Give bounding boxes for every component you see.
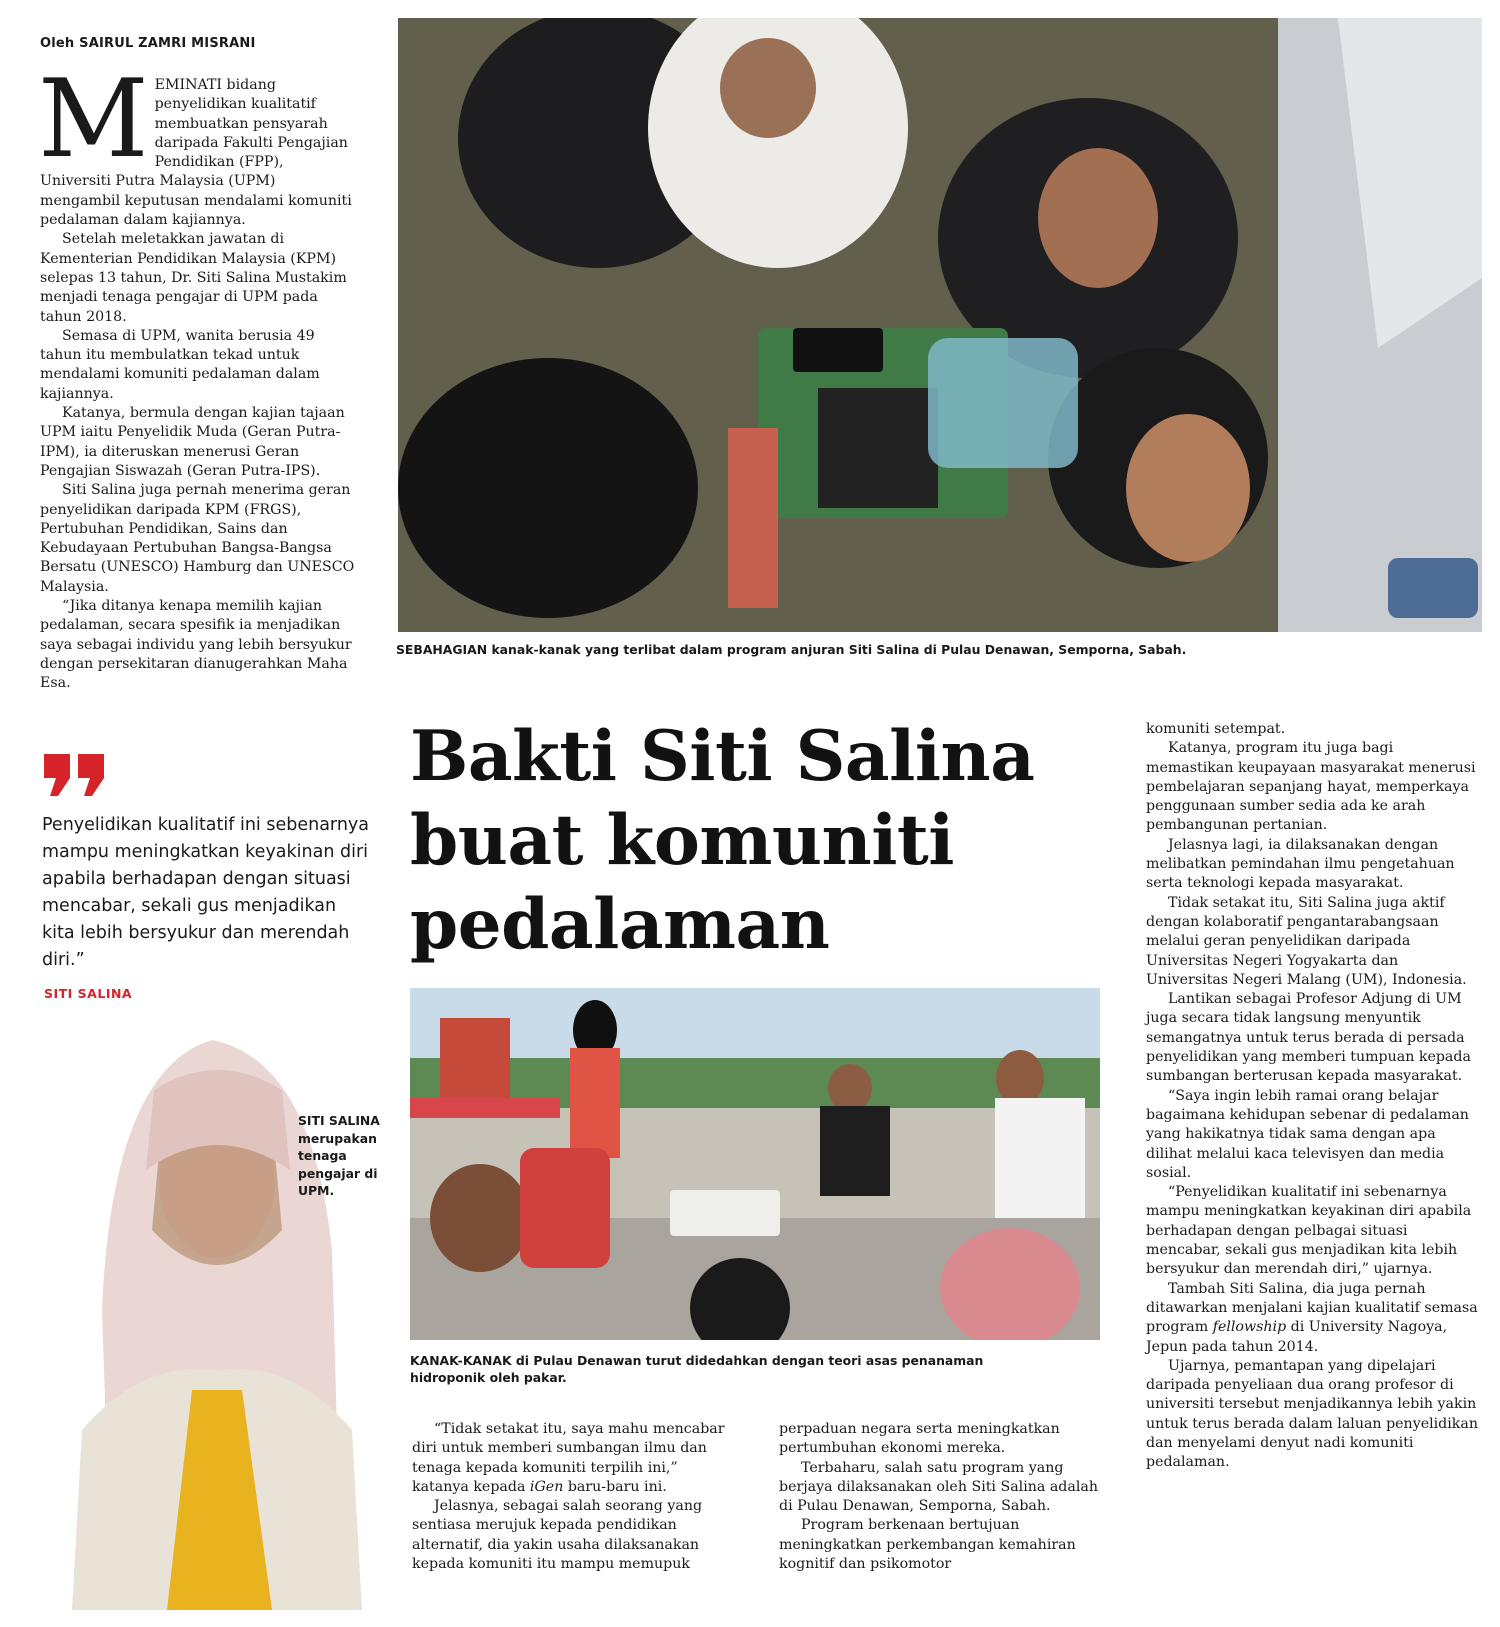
headline-line-3: pedalaman <box>410 884 830 965</box>
article-column-4 <box>779 1420 1107 1574</box>
portrait-caption-text: merupakan tenaga pengajar di UPM. <box>298 1130 378 1198</box>
paragraph: Siti Salina juga pernah menerima geran penyelidikan daripada KPM (FRGS), Pertubuhan Pendidikan, Sains dan Kebudayaan Pertubuhan Bangsa-Bangsa Bersatu (UNESCO) Hamburg dan UNESCO Malaysia. <box>40 482 355 595</box>
photo2-caption-lead: KANAK-KANAK <box>410 1353 512 1368</box>
photo2-caption-text: di Pulau Denawan turut didedahkan dengan teori asas penanaman hidroponik oleh pakar. <box>410 1353 984 1385</box>
portrait-siti-salina <box>42 1010 388 1610</box>
lead-paragraph <box>38 57 358 230</box>
paragraph: Program berkenaan bertujuan meningkatkan perkembangan kemahiran kognitif dan psikomotor <box>779 1517 1076 1573</box>
photo1-caption-lead: SEBAHAGIAN <box>396 642 488 657</box>
paragraph-text: baru-baru ini. <box>563 1478 667 1495</box>
photo-hydroponics-lesson <box>410 988 1100 1340</box>
paragraph: perpaduan negara serta meningkatkan pertumbuhan ekonomi mereka. <box>779 1421 1060 1457</box>
paragraph: Katanya, program itu juga bagi memastikan keupayaan masyarakat menerusi pembelajaran sepanjang hayat, memperkaya penggunaan sumber sedia ada ke arah pembangunan pertanian. <box>1146 740 1476 834</box>
headline-line-2: buat komuniti <box>410 800 954 881</box>
paragraph-text: “Tidak setakat itu, saya mahu mencabar diri untuk memberi sumbangan ilmu dan tenaga kepada komuniti terpilih ini,” katanya kepada <box>412 1421 725 1495</box>
paragraph: Tidak setakat itu, Siti Salina juga aktif dengan kolaboratif pengantarabangsaan melalui geran penyelidikan daripada Universitas Negeri Yogyakarta dan Universitas Negeri Malang (UM), Indonesia. <box>1146 894 1467 988</box>
byline-prefix: Oleh <box>40 36 75 51</box>
paragraph: Setelah meletakkan jawatan di Kementerian Pendidikan Malaysia (KPM) selepas 13 tahun, Dr. Siti Salina Mustakim menjadi tenaga pengajar di UPM pada tahun 2018. <box>40 231 347 325</box>
photo-children-activity <box>398 18 1482 632</box>
article-column-5 <box>1146 720 1478 1473</box>
paragraph-text: di University Nagoya, Jepun pada tahun 2014. <box>1146 1319 1448 1355</box>
paragraph <box>412 1420 738 1497</box>
paragraph: “Jika ditanya kenapa memilih kajian pedalaman, secara spesifik ia menjadikan saya sebagai individu yang lebih bersyukur dengan persekitaran dianugerahkan Maha Esa. <box>40 598 352 692</box>
article-column-1 <box>38 57 358 694</box>
paragraph: Terbaharu, salah satu program yang berjaya dilaksanakan oleh Siti Salina adalah di Pulau Denawan, Semporna, Sabah. <box>779 1459 1098 1515</box>
paragraph: “Penyelidikan kualitatif ini sebenarnya mampu meningkatkan keyakinan diri apabila berhadapan dengan pelbagai situasi mencabar, sekali gus menjadikan kita lebih bersyukur dan merendah diri,” ujarnya. <box>1146 1184 1472 1278</box>
paragraph <box>1146 1280 1478 1357</box>
paragraph-text: Tambah Siti Salina, dia juga pernah ditawarkan menjalani kajian kualitatif semasa program <box>1146 1280 1478 1336</box>
paragraph: Semasa di UPM, wanita berusia 49 tahun itu membulatkan tekad untuk mendalami komuniti pedalaman dalam kajiannya. <box>40 327 320 402</box>
fellowship-italic: fellowship <box>1212 1319 1287 1336</box>
portrait-caption-lead: SITI SALINA <box>298 1113 380 1128</box>
drop-cap: M <box>38 57 149 182</box>
igen-italic: iGen <box>529 1478 564 1495</box>
byline-author: SAIRUL ZAMRI MISRANI <box>79 36 256 51</box>
photo1-caption <box>396 641 1396 658</box>
photo1-caption-text: kanak-kanak yang terlibat dalam program anjuran Siti Salina di Pulau Denawan, Semporna, Sabah. <box>487 642 1187 657</box>
pull-quote-attribution: SITI SALINA <box>44 986 133 1001</box>
article-column-3 <box>412 1420 738 1574</box>
paragraph: Ujarnya, pemantapan yang dipelajari daripada penyeliaan dua orang profesor di universiti tersebut menjadikannya lebih yakin untuk terus berada dalam laluan penyelidikan dan menyelami denyut nadi komuniti pedalaman. <box>1146 1357 1478 1471</box>
paragraph: Jelasnya lagi, ia dilaksanakan dengan melibatkan pemindahan ilmu pengetahuan serta teknologi kepada masyarakat. <box>1146 836 1455 892</box>
headline <box>410 715 1100 967</box>
lead-text: EMINATI bidang penyelidikan kualitatif membuatkan pensyarah daripada Fakulti Pengajian Pendidikan (FPP), Universiti Putra Malaysia (UPM) mengambil keputusan mendalami komuniti pedalaman dalam kajiannya. <box>40 77 352 229</box>
paragraph: “Saya ingin lebih ramai orang belajar bagaimana kehidupan sebenar di pedalaman yang hakikatnya tidak sama dengan apa dilihat melalui kaca televisyen dan media sosial. <box>1146 1087 1469 1181</box>
paragraph: komuniti setempat. <box>1146 721 1286 737</box>
headline-line-1: Bakti Siti Salina <box>410 716 1035 797</box>
paragraph: Jelasnya, sebagai salah seorang yang sentiasa merujuk kepada pendidikan alternatif, dia yakin usaha dilaksanakan kepada komuniti itu mampu memupuk <box>412 1498 703 1573</box>
byline <box>40 36 255 51</box>
quote-mark-icon <box>42 752 110 798</box>
photo2-caption <box>410 1352 1050 1386</box>
paragraph: Katanya, bermula dengan kajian tajaan UPM iaitu Penyelidik Muda (Geran Putra-IPM), ia diteruskan menerusi Geran Pengajian Siswazah (Geran Putra-IPS). <box>40 405 345 479</box>
paragraph: Lantikan sebagai Profesor Adjung di UM juga secara tidak langsung menyuntik semangatnya untuk terus berada di persada penyelidikan yang memberi tumpuan kepada sumbangan berterusan kepada masyarakat. <box>1146 991 1471 1085</box>
pull-quote: Penyelidikan kualitatif ini sebenarnya mampu meningkatkan keyakinan diri apabila berhadapan dengan situasi mencabar, sekali gus menjadikan kita lebih bersyukur dan merendah diri.” <box>42 815 369 970</box>
portrait-caption <box>298 1112 394 1200</box>
